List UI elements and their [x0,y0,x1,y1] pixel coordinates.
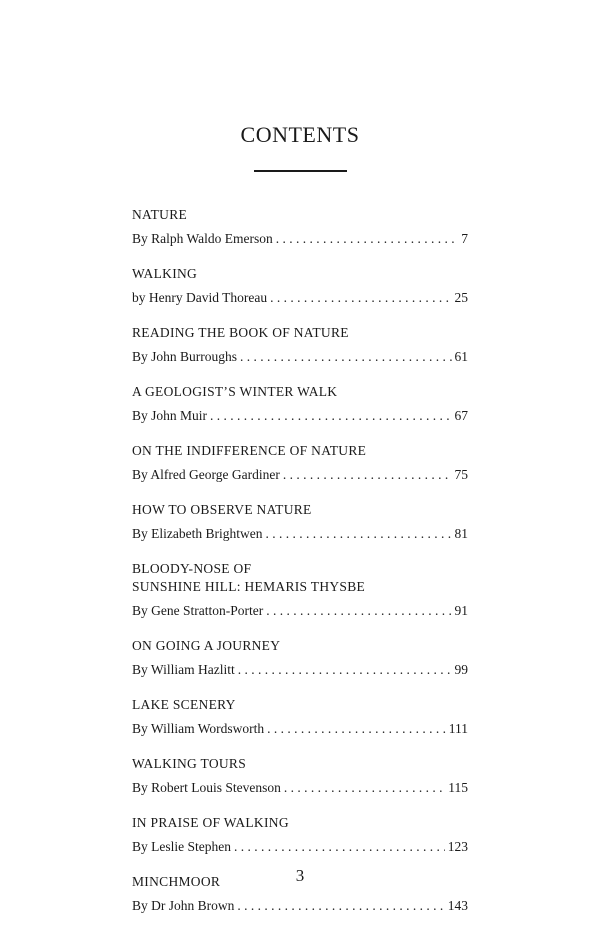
toc-entry-indifference-of-nature[interactable] [132,442,468,484]
toc-title: LAKE SCENERY [132,697,236,712]
toc-author: By John Muir [132,408,208,423]
dot-leader [270,289,451,307]
toc-entry-bloody-nose[interactable] [132,560,468,620]
toc-page-number: 91 [454,603,468,618]
dot-leader [237,897,444,915]
toc-entry-walking-tours[interactable] [132,755,468,797]
dot-leader [266,602,451,620]
toc-entry-walking[interactable] [132,265,468,307]
dot-leader [210,407,451,425]
toc-page-number: 115 [448,780,468,795]
toc-author: By Robert Louis Stevenson [132,780,281,795]
toc-author: By William Wordsworth [132,721,265,736]
toc-page-number: 67 [454,408,468,423]
toc-title: ON GOING A JOURNEY [132,638,281,653]
toc-author: By John Burroughs [132,349,238,364]
toc-title: READING THE BOOK OF NATURE [132,325,349,340]
dot-leader [267,720,446,738]
dot-leader [240,348,451,366]
contents-heading: CONTENTS [240,122,360,147]
toc-title: WALKING TOURS [132,756,247,771]
dot-leader [265,525,451,543]
dot-leader [283,466,452,484]
toc-title: A GEOLOGIST’S WINTER WALK [132,384,338,399]
dot-leader [284,779,445,797]
toc-page-number: 61 [454,349,468,364]
toc-author: By Elizabeth Brightwen [132,526,263,541]
toc-entry-how-to-observe-nature[interactable] [132,501,468,543]
toc-author: By Ralph Waldo Emerson [132,231,273,246]
toc-author: by Henry David Thoreau [132,290,268,305]
toc-author: By Dr John Brown [132,898,235,913]
toc-title: BLOODY-NOSE OF [132,561,252,576]
toc-page-number: 99 [454,662,468,677]
toc-entry-lake-scenery[interactable] [132,696,468,738]
toc-title: WALKING [132,266,198,281]
toc-page-number: 81 [454,526,468,541]
dot-leader [276,230,458,248]
toc-entry-geologists-winter-walk[interactable] [132,383,468,425]
toc-title: HOW TO OBSERVE NATURE [132,502,312,517]
toc-author: By William Hazlitt [132,662,235,677]
toc-page-number: 7 [461,231,468,246]
page-number: 3 [295,866,305,885]
toc-entry-reading-the-book-of-nature[interactable] [132,324,468,366]
toc-page-number: 111 [448,721,468,736]
toc-title: ON THE INDIFFERENCE OF NATURE [132,443,367,458]
toc-title: NATURE [132,207,188,222]
toc-author: By Gene Stratton-Porter [132,603,264,618]
dot-leader [238,661,452,679]
toc-title: MINCHMOOR [132,874,221,889]
toc-title: IN PRAISE OF WALKING [132,815,289,830]
heading-rule [254,170,347,172]
toc-entry-in-praise-of-walking[interactable] [132,814,468,856]
toc-page-number: 25 [454,290,468,305]
toc-page-number: 75 [454,467,468,482]
toc-page-number: 123 [447,839,468,854]
toc-author: By Alfred George Gardiner [132,467,280,482]
toc-entry-on-going-a-journey[interactable] [132,637,468,679]
toc-author: By Leslie Stephen [132,839,231,854]
table-of-contents [132,206,468,932]
toc-entry-nature[interactable] [132,206,468,248]
toc-title-line-2: SUNSHINE HILL: HEMARIS THYSBE [132,579,366,594]
toc-page-number: 143 [447,898,468,913]
dot-leader [234,838,445,856]
